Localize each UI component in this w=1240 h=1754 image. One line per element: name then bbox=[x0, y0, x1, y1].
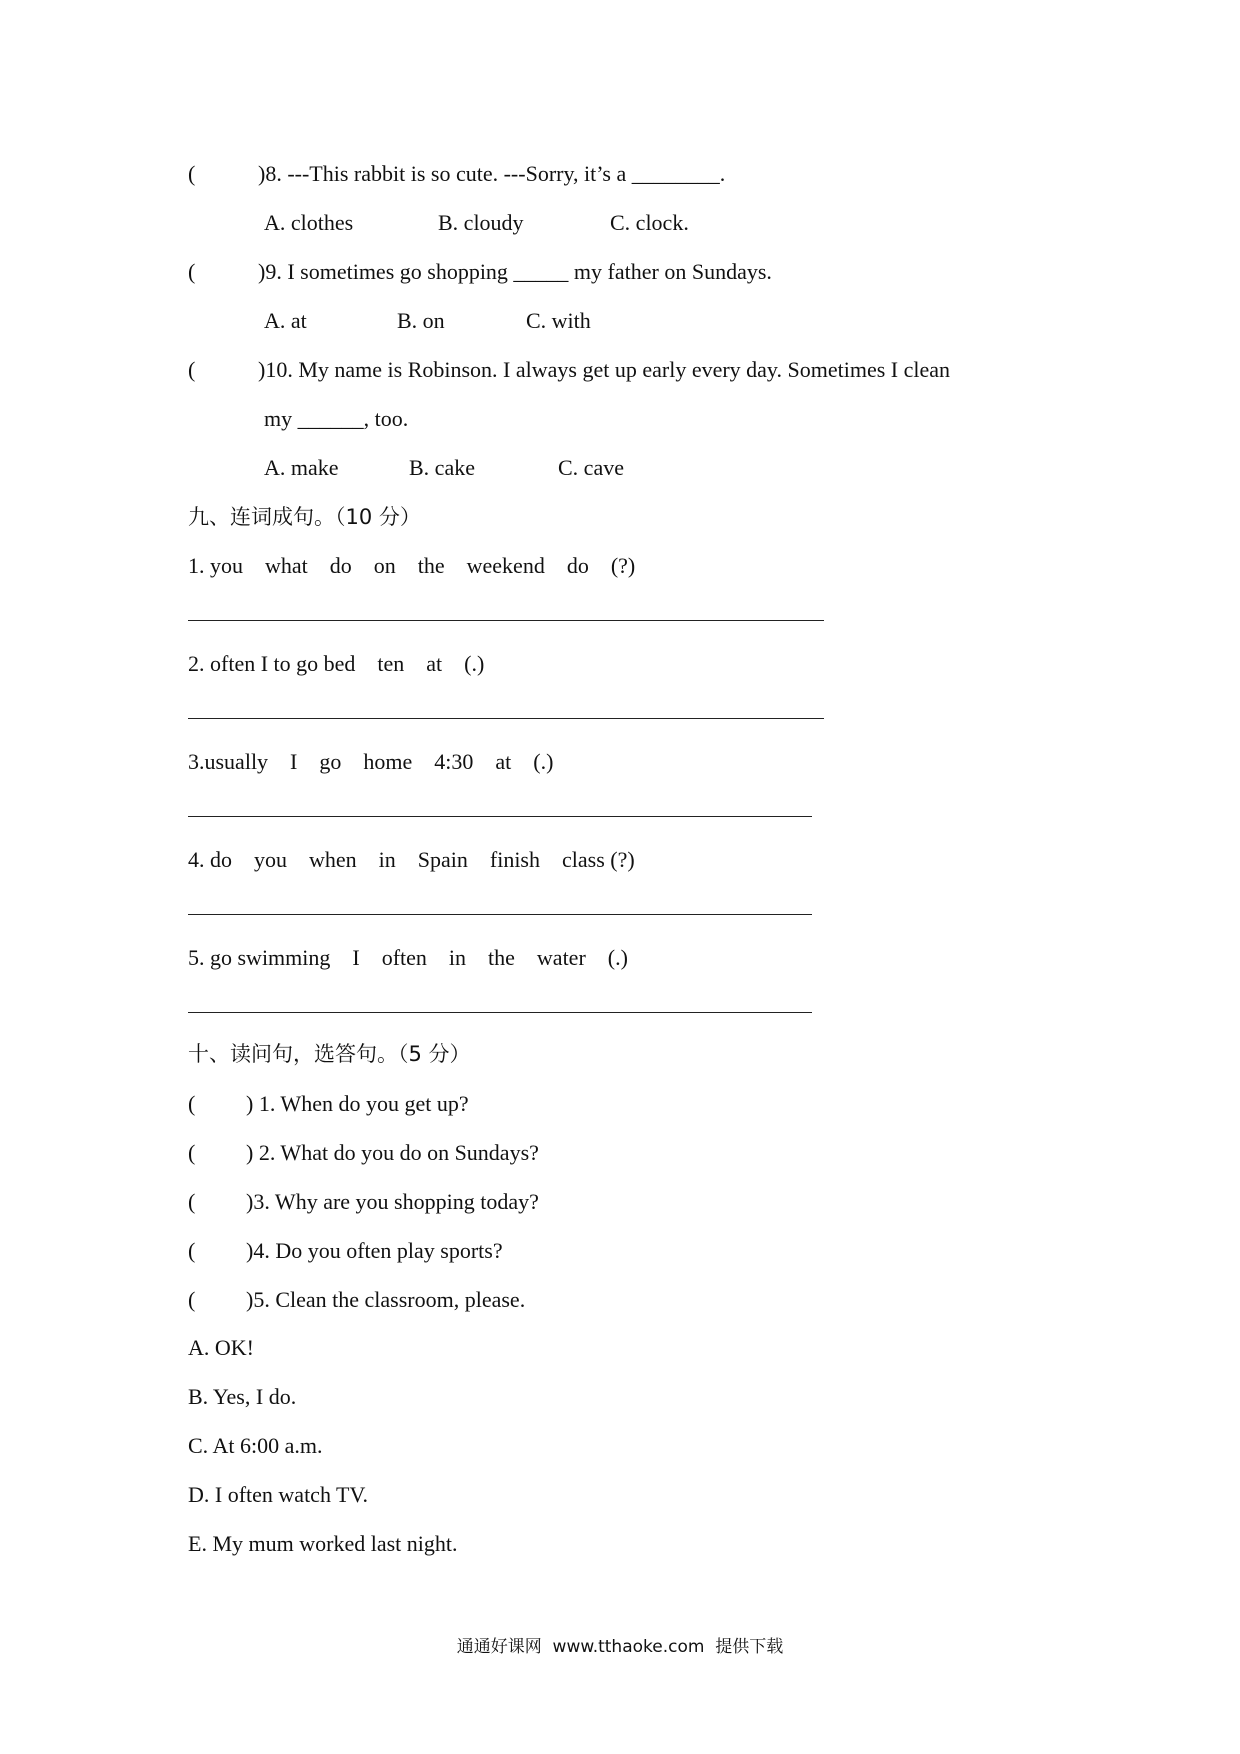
section-9-title: 九、连词成句。（10 分） bbox=[188, 505, 421, 529]
option-b: B. on bbox=[397, 308, 445, 333]
question-text: )8. ---This rabbit is so cute. ---Sorry, it’s a ________. bbox=[258, 161, 726, 186]
page-footer: 通通好课网 www.tthaoke.com 提供下载 bbox=[456, 1637, 784, 1657]
option-b: B. cloudy bbox=[438, 210, 524, 235]
question-text: ) 1. When do you get up? bbox=[246, 1091, 469, 1116]
sentence-item-3: 3.usually I go home 4:30 at (.) bbox=[188, 749, 554, 774]
answer-option-d: D. I often watch TV. bbox=[188, 1482, 369, 1507]
option-b: B. cake bbox=[409, 455, 475, 480]
answer-line bbox=[188, 1012, 812, 1013]
option-a: A. clothes bbox=[264, 210, 354, 235]
answer-line bbox=[188, 620, 824, 621]
option-c: C. clock. bbox=[610, 210, 689, 235]
sentence-item-1: 1. you what do on the weekend do (?) bbox=[188, 553, 636, 578]
option-a: A. at bbox=[264, 308, 307, 333]
answer-paren: ( bbox=[188, 1189, 196, 1214]
option-a: A. make bbox=[264, 455, 339, 480]
sentence-item-4: 4. do you when in Spain finish class (?) bbox=[188, 847, 635, 872]
answer-option-b: B. Yes, I do. bbox=[188, 1384, 297, 1409]
question-text: )4. Do you often play sports? bbox=[246, 1238, 503, 1263]
answer-paren: ( bbox=[188, 1238, 196, 1263]
question-text: )5. Clean the classroom, please. bbox=[246, 1287, 526, 1312]
answer-option-a: A. OK! bbox=[188, 1335, 254, 1360]
answer-paren: ( bbox=[188, 161, 196, 186]
question-text: )3. Why are you shopping today? bbox=[246, 1189, 539, 1214]
answer-option-e: E. My mum worked last night. bbox=[188, 1531, 458, 1556]
answer-paren: ( bbox=[188, 1287, 196, 1312]
answer-paren: ( bbox=[188, 357, 196, 382]
answer-line bbox=[188, 914, 812, 915]
section-10-title: 十、读问句，选答句。（5 分） bbox=[188, 1042, 471, 1066]
answer-line bbox=[188, 718, 824, 719]
answer-option-c: C. At 6:00 a.m. bbox=[188, 1433, 323, 1458]
option-c: C. cave bbox=[558, 455, 624, 480]
answer-paren: ( bbox=[188, 1091, 196, 1116]
answer-line bbox=[188, 816, 812, 817]
answer-paren: ( bbox=[188, 1140, 196, 1165]
question-text-continued: my ______, too. bbox=[264, 406, 409, 431]
question-text: )10. My name is Robinson. I always get up early every day. Sometimes I clean bbox=[258, 357, 951, 382]
question-text: )9. I sometimes go shopping _____ my father on Sundays. bbox=[258, 259, 772, 284]
question-text: ) 2. What do you do on Sundays? bbox=[246, 1140, 539, 1165]
answer-paren: ( bbox=[188, 259, 196, 284]
sentence-item-2: 2. often I to go bed ten at (.) bbox=[188, 651, 485, 676]
sentence-item-5: 5. go swimming I often in the water (.) bbox=[188, 945, 628, 970]
option-c: C. with bbox=[526, 308, 591, 333]
